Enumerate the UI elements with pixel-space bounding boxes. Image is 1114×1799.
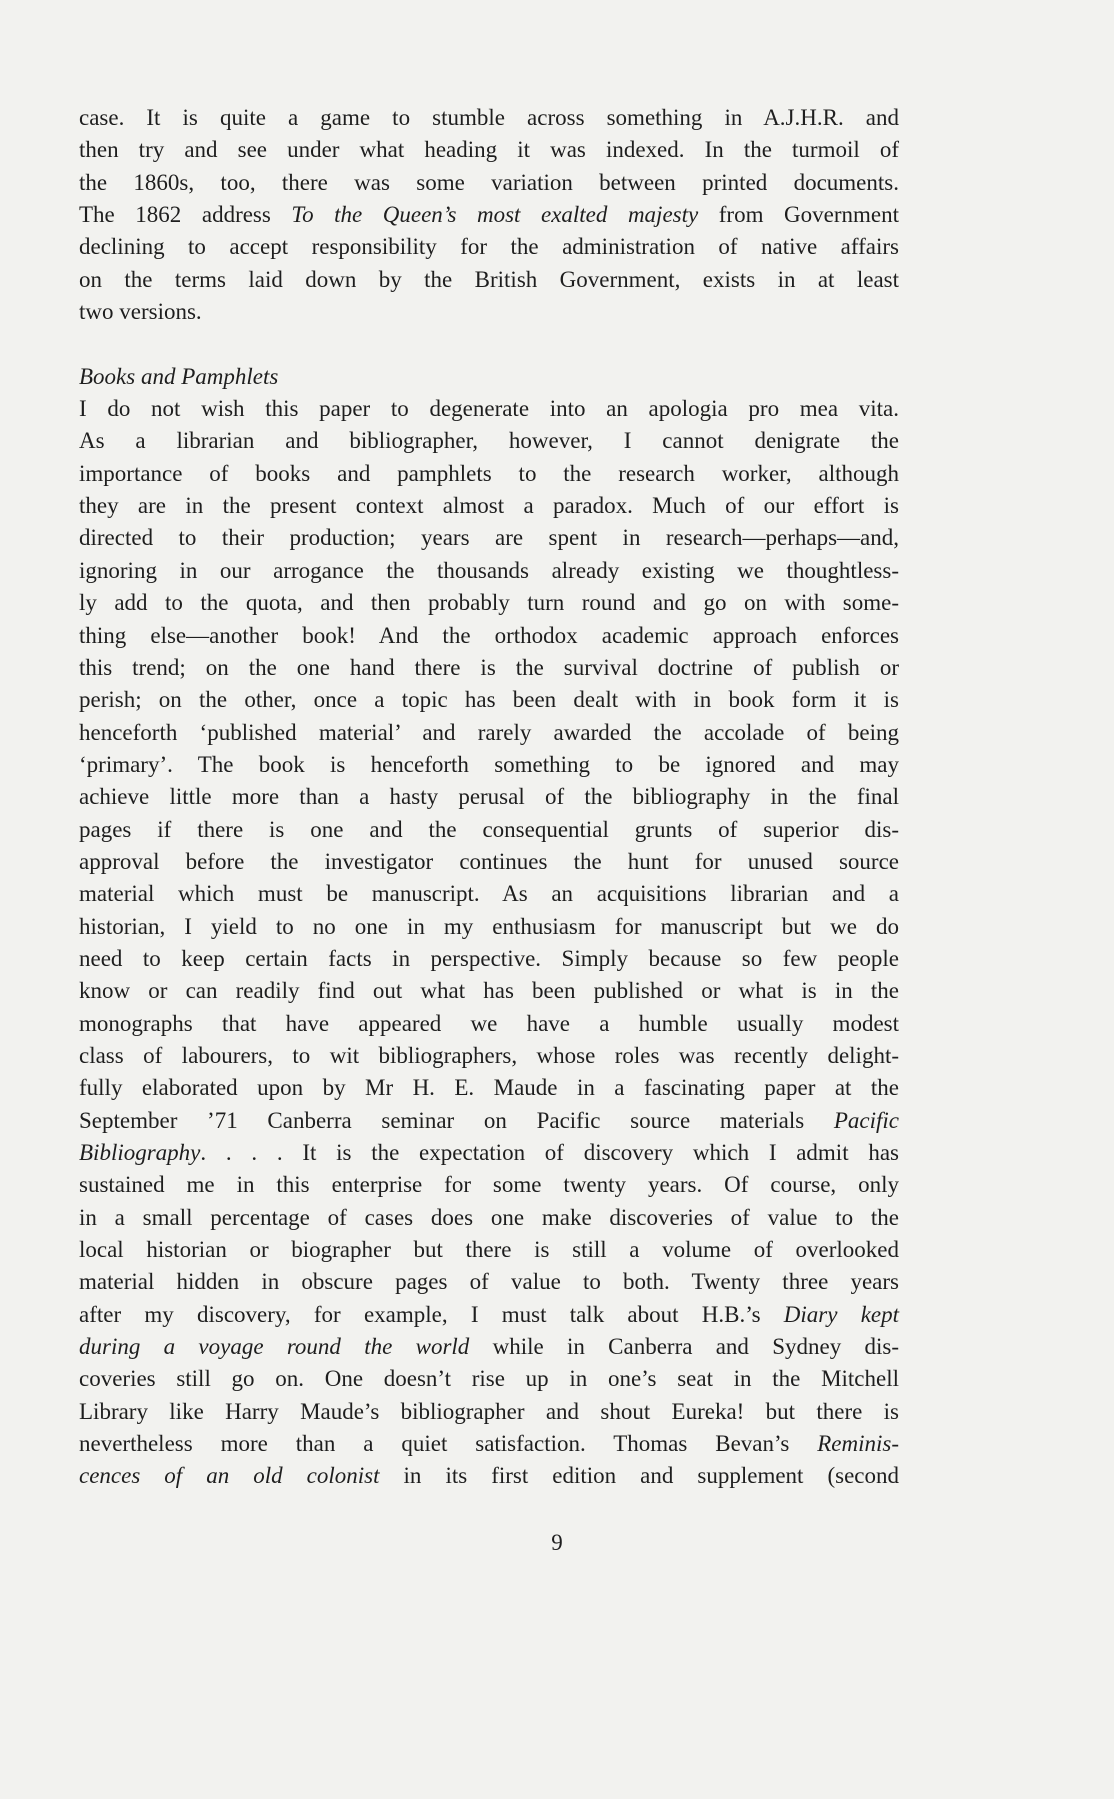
text-line: need to keep certain facts in perspective. Simply because so few people [79, 945, 899, 971]
text-line: this trend; on the one hand there is the survival doctrine of publish or [79, 654, 899, 680]
book-title-italic: during a voyage round the world [79, 1334, 470, 1360]
text-fragment: after my discovery, for example, I must talk about H.B.’s [79, 1301, 784, 1327]
text-line [79, 1428, 899, 1460]
text-line [79, 1137, 899, 1169]
book-title-italic: Bibliography [79, 1140, 201, 1165]
text-line: achieve little more than a hasty perusal of the bibliography in the final [79, 784, 899, 810]
book-title-italic: Pacific [833, 1107, 899, 1133]
text-line: coveries still go on. One doesn’t rise up in one’s seat in the Mitchell [79, 1366, 899, 1392]
text-line: case. It is quite a game to stumble across something in A.J.H.R. and [79, 105, 899, 130]
text-line: approval before the investigator continues the hunt for unused source [79, 848, 899, 874]
text-fragment: nevertheless more than a quiet satisfaction. Thomas Bevan’s [79, 1431, 818, 1457]
text-line: Library like Harry Maude’s bibliographer and shout Eureka! but there is [79, 1398, 899, 1424]
text-line: they are in the present context almost a paradox. Much of our effort is [79, 493, 899, 519]
text-line: know or can readily find out what has been published or what is in the [79, 978, 899, 1004]
text-line: on the terms laid down by the British Government, exists in at least [79, 266, 899, 292]
text-line [79, 199, 899, 231]
text-fragment: from Government [698, 202, 899, 228]
text-line: then try and see under what heading it was indexed. In the turmoil of [79, 137, 899, 163]
text-fragment: The 1862 address [79, 202, 292, 228]
book-title-italic: Reminis- [817, 1431, 899, 1457]
page-number: 9 [551, 1530, 563, 1555]
text-line: sustained me in this enterprise for some twenty years. Of course, only [79, 1172, 899, 1198]
text-line: As a librarian and bibliographer, however, I cannot denigrate the [79, 428, 899, 454]
text-fragment: . . . . It is the expectation of discovery which I admit has [200, 1140, 899, 1165]
body-text [79, 102, 899, 1493]
book-title-italic: Diary kept [783, 1301, 899, 1327]
text-line: monographs that have appeared we have a humble usually modest [79, 1010, 899, 1036]
text-line: ly add to the quota, and then probably turn round and go on with some- [79, 590, 899, 616]
text-line: historian, I yield to no one in my enthusiasm for manuscript but we do [79, 913, 899, 939]
text-line: material which must be manuscript. As an acquisitions librarian and a [79, 881, 899, 907]
text-line [79, 1460, 899, 1492]
paragraph-books-and-pamphlets [79, 393, 899, 1493]
text-fragment: in its first edition and supplement (second [379, 1463, 899, 1489]
paragraph-intro [79, 102, 899, 328]
text-fragment: September ’71 Canberra seminar on Pacific source materials [79, 1107, 834, 1133]
text-line: declining to accept responsibility for the administration of native affairs [79, 234, 899, 260]
text-line: material hidden in obscure pages of value to both. Twenty three years [79, 1269, 899, 1295]
text-line: henceforth ‘published material’ and rarely awarded the accolade of being [79, 719, 899, 745]
text-line: fully elaborated upon by Mr H. E. Maude in a fascinating paper at the [79, 1075, 899, 1101]
text-line: pages if there is one and the consequential grunts of superior dis- [79, 816, 899, 842]
section-heading: Books and Pamphlets [79, 363, 279, 389]
text-line: ignoring in our arrogance the thousands already existing we thoughtless- [79, 557, 899, 583]
text-line: directed to their production; years are spent in research—perhaps—and, [79, 525, 899, 551]
paragraph-gap [79, 328, 899, 360]
document-title-italic: To the Queen’s most exalted majesty [291, 202, 699, 228]
text-line [79, 1299, 899, 1331]
book-title-italic: cences of an old colonist [79, 1463, 380, 1489]
text-line: the 1860s, too, there was some variation between printed documents. [79, 169, 899, 195]
text-line: I do not wish this paper to degenerate into an apologia pro mea vita. [79, 396, 899, 422]
text-line: in a small percentage of cases does one make discoveries of value to the [79, 1204, 899, 1230]
text-line: perish; on the other, once a topic has been dealt with in book form it is [79, 687, 899, 713]
text-line: thing else—another book! And the orthodox academic approach enforces [79, 622, 899, 648]
text-line: class of labourers, to wit bibliographers, whose roles was recently delight- [79, 1042, 899, 1068]
text-fragment: while in Canberra and Sydney dis- [469, 1334, 900, 1360]
text-line: local historian or biographer but there is still a volume of overlooked [79, 1237, 899, 1263]
text-line: two versions. [79, 299, 202, 325]
text-line [79, 1331, 899, 1363]
text-line: importance of books and pamphlets to the research worker, although [79, 460, 899, 486]
text-line [79, 1105, 899, 1137]
text-line: ‘primary’. The book is henceforth something to be ignored and may [79, 751, 899, 777]
